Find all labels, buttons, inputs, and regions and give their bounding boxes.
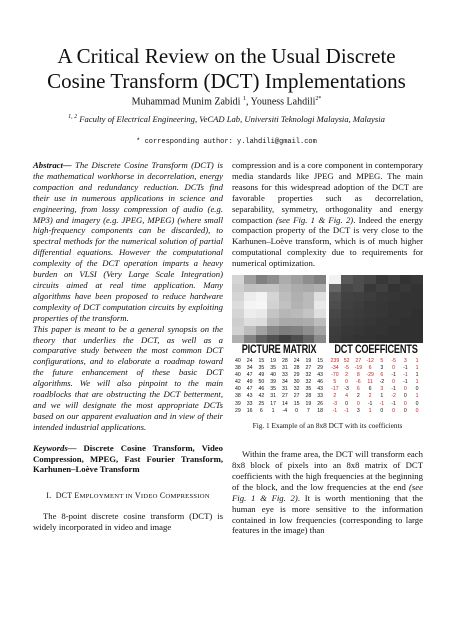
coefficient-cell (341, 326, 353, 335)
coefficient-cell (341, 284, 353, 293)
coefficient-value: 6 (356, 386, 360, 393)
coefficient-cell (353, 284, 365, 293)
pixel-cell (244, 318, 256, 327)
coefficient-cell (353, 275, 365, 284)
coefficient-value: 4 (345, 393, 349, 400)
pixel-value: 15 (317, 357, 324, 364)
pixel-value: 50 (258, 379, 265, 386)
coefficient-value: 1 (415, 372, 419, 379)
coefficient-value: 27 (355, 357, 362, 364)
pixel-value: -4 (282, 407, 288, 414)
pixel-cell (303, 301, 315, 310)
coefficient-value: 3 (380, 386, 384, 393)
coefficient-value: 0 (415, 400, 419, 407)
pixel-value: 32 (305, 379, 312, 386)
coefficient-value: -70 (331, 372, 339, 379)
pixel-value: 40 (234, 357, 241, 364)
coefficient-cell (388, 309, 400, 318)
pixel-value: 40 (234, 372, 241, 379)
coefficient-value: 0 (403, 393, 407, 400)
coefficient-value: 239 (330, 357, 340, 364)
coefficient-value: 0 (392, 407, 396, 414)
pixel-value: 43 (317, 372, 324, 379)
coefficient-cell (341, 309, 353, 318)
pixel-cell (314, 292, 326, 301)
left-column (33, 160, 223, 533)
coefficient-value: 0 (392, 379, 396, 386)
pixel-cell (256, 326, 268, 335)
coefficient-value: 1 (415, 357, 419, 364)
coefficient-cell (411, 292, 423, 301)
pixel-cell (279, 275, 291, 284)
coefficient-value: 2 (356, 393, 360, 400)
coefficient-cell (376, 284, 388, 293)
coefficient-value: -1 (403, 365, 408, 372)
coefficient-cell (400, 309, 412, 318)
coefficient-cell (353, 301, 365, 310)
pixel-cell (256, 292, 268, 301)
pixel-value: 18 (317, 407, 324, 414)
pixel-value: 19 (270, 357, 277, 364)
coefficient-cell (400, 326, 412, 335)
title-line-1: A Critical Review on the Usual Discrete (57, 44, 396, 68)
pixel-value: 35 (305, 386, 312, 393)
pixel-value: 27 (293, 393, 300, 400)
picture-matrix-image (232, 275, 326, 343)
coefficient-value: -6 (356, 379, 361, 386)
coefficient-value: 0 (403, 400, 407, 407)
coefficient-value: 6 (368, 386, 372, 393)
corresponding-email: * corresponding author: y.lahdili@gmail.com (136, 138, 317, 146)
pixel-value: 24 (293, 357, 300, 364)
coefficient-cell (400, 284, 412, 293)
pixel-cell (244, 326, 256, 335)
coefficient-cell (329, 284, 341, 293)
coefficient-cell (341, 318, 353, 327)
pixel-cell (303, 318, 315, 327)
coefficient-value: 5 (380, 357, 384, 364)
coefficient-value: -19 (354, 365, 363, 372)
title-line-2: Cosine Transform (DCT) Implementations (47, 69, 406, 93)
coefficient-value: 0 (380, 407, 384, 414)
coefficient-cell (376, 301, 388, 310)
dct-coefficients-panel (329, 275, 423, 415)
pixel-value: 49 (258, 372, 265, 379)
pixel-value: 15 (258, 357, 265, 364)
section-title-part: C (157, 491, 166, 501)
coefficient-cell (376, 275, 388, 284)
pixel-value: 1 (271, 407, 275, 414)
coefficient-cell (329, 275, 341, 284)
coefficient-cell (400, 301, 412, 310)
pixel-cell (244, 309, 256, 318)
pixel-value: 32 (305, 372, 312, 379)
pixel-cell (314, 326, 326, 335)
coefficient-value: -1 (391, 372, 396, 379)
pixel-value: 43 (246, 393, 253, 400)
coefficient-cell (364, 301, 376, 310)
pixel-value: 33 (317, 393, 324, 400)
coefficient-value: 1 (415, 379, 419, 386)
coefficient-cell (411, 309, 423, 318)
coefficient-cell (364, 292, 376, 301)
coefficient-cell (376, 309, 388, 318)
pixel-cell (279, 284, 291, 293)
coefficient-value: 0 (345, 379, 349, 386)
figure-1 (232, 275, 423, 445)
pixel-cell (232, 318, 244, 327)
author-1-sup: 1 (242, 96, 246, 102)
pixel-value: 46 (317, 379, 324, 386)
pixel-value: 42 (234, 379, 241, 386)
figure-reference: (see Fig. 1 & Fig. 2) (232, 481, 423, 503)
pixel-value: 24 (246, 357, 253, 364)
coefficient-value: 3 (380, 365, 384, 372)
keywords-text: — Discrete Cosine Transform, Video Compression, MPEG, Fast Fourier Transform, Karhunen–Loève Transform (33, 442, 223, 475)
coefficient-cell (329, 292, 341, 301)
pixel-cell (267, 318, 279, 327)
pixel-cell (303, 326, 315, 335)
coefficient-cell (388, 275, 400, 284)
coefficient-value: -2 (391, 393, 396, 400)
pixel-cell (279, 326, 291, 335)
coefficient-value: 0 (403, 407, 407, 414)
coefficient-value: 1 (415, 393, 419, 400)
coefficient-cell (411, 284, 423, 293)
coefficient-value: -12 (366, 357, 374, 364)
coefficient-cell (388, 284, 400, 293)
pixel-cell (303, 292, 315, 301)
pixel-value: 31 (270, 393, 277, 400)
coefficient-cell (376, 292, 388, 301)
section-number: I. (46, 491, 52, 501)
coefficient-cell (341, 292, 353, 301)
pixel-cell (244, 275, 256, 284)
coefficient-cell (400, 318, 412, 327)
coefficient-value: 0 (415, 386, 419, 393)
pixel-value: 0 (295, 407, 299, 414)
pixel-value: 35 (258, 365, 265, 372)
coefficient-value: 5 (333, 379, 337, 386)
pixel-value: 43 (317, 386, 324, 393)
paper-title (0, 44, 453, 94)
coefficient-value: 0 (403, 386, 407, 393)
coefficient-cell (364, 275, 376, 284)
pixel-value: 6 (259, 407, 263, 414)
coefficient-cell (329, 309, 341, 318)
coefficient-cell (364, 309, 376, 318)
pixel-value: 28 (305, 393, 312, 400)
pixel-cell (314, 284, 326, 293)
coefficient-value: 8 (356, 372, 360, 379)
coefficient-cell (376, 326, 388, 335)
pixel-cell (244, 292, 256, 301)
coefficient-cell (341, 301, 353, 310)
coefficient-value: 0 (415, 407, 419, 414)
coefficient-value: -5 (391, 357, 396, 364)
pixel-cell (267, 326, 279, 335)
pixel-cell (303, 275, 315, 284)
coefficient-value: 0 (356, 400, 360, 407)
coefficient-value: -3 (344, 386, 349, 393)
section-title-part: MPLOYMENT IN (79, 493, 133, 501)
pixel-value: 19 (305, 400, 312, 407)
coefficient-value: -1 (367, 400, 373, 407)
coefficient-cell (353, 309, 365, 318)
pixel-cell (291, 309, 303, 318)
pixel-cell (291, 275, 303, 284)
coefficient-cell (388, 301, 400, 310)
pixel-cell (279, 301, 291, 310)
pixel-value: 32 (293, 386, 300, 393)
pixel-value: 39 (234, 400, 241, 407)
coefficient-cell (400, 292, 412, 301)
author-1: Muhammad Munim Zabidi (131, 96, 241, 108)
coefficient-cell (329, 301, 341, 310)
pixel-cell (267, 292, 279, 301)
pixel-value: 31 (281, 386, 288, 393)
coefficient-cell (353, 326, 365, 335)
abstract-label: Abstract— (33, 160, 72, 170)
pixel-value: 30 (293, 379, 300, 386)
pixel-cell (256, 309, 268, 318)
coefficient-cell (411, 318, 423, 327)
pixel-value: 34 (246, 365, 253, 372)
pixel-value: 15 (293, 400, 300, 407)
coefficient-cell (364, 318, 376, 327)
coefficient-cell (388, 326, 400, 335)
affiliation: Faculty of Electrical Engineering, VeCAD Lab, Universiti Teknologi Malaysia, Malaysia (77, 114, 385, 124)
pixel-value: 26 (317, 400, 324, 407)
pixel-value: 40 (234, 386, 241, 393)
section-title-part: IDEO (140, 493, 158, 501)
text-run: compression and is a core component in contemporary media standards like JPEG and MPEG. The main reasons for this widespread adoption of the DCT are favorable properties such as decorrelation, separability, symmetry, orthogonality and energy compaction (232, 160, 423, 225)
pixel-value: 25 (258, 400, 265, 407)
pixel-cell (303, 309, 315, 318)
pixel-cell (256, 275, 268, 284)
pixel-value: 27 (305, 365, 312, 372)
pixel-value: 29 (234, 407, 241, 414)
pixel-cell (291, 318, 303, 327)
text-run: . It is worth mentioning that the human eye is more sensitive to the information contained in low frequencies (corresponding to large features in the image) than (232, 492, 423, 536)
pixel-cell (232, 301, 244, 310)
pixel-value: 7 (306, 407, 310, 414)
section-heading-1 (33, 491, 223, 503)
abstract-paragraph-2: This paper is meant to be a general synopsis on the theory that underlies the DCT, as well as a comparative study between the most common DCT configurations, and to elaborate a roadmap toward the future enhancement of these basic DCT algorithms. We will also pinpoint to the main roadblocks that are obstructing the DCT betterment, and we will designate the most appropriate DCTs based on our apparent evaluation and in view of their intended industrial applications. (33, 323, 223, 432)
pixel-cell (291, 284, 303, 293)
coefficient-value: 2 (368, 393, 372, 400)
coefficient-value: -1 (403, 379, 408, 386)
dct-coefficients-image (329, 275, 423, 343)
pixel-value: 16 (246, 407, 253, 414)
coefficient-cell (400, 275, 412, 284)
pixel-value: 35 (270, 365, 277, 372)
pixel-value: 17 (270, 400, 277, 407)
coefficient-cell (388, 318, 400, 327)
keywords (33, 443, 223, 476)
pixel-value: 28 (281, 357, 288, 364)
coefficient-value: -3 (332, 400, 338, 407)
pixel-cell (279, 309, 291, 318)
coefficient-value: 11 (367, 379, 373, 386)
section-title-part: DCT E (55, 491, 80, 501)
pixel-value: 28 (293, 365, 300, 372)
author-2-sup: 2* (315, 96, 322, 102)
pixel-cell (279, 292, 291, 301)
pixel-cell (279, 318, 291, 327)
coefficient-cell (411, 326, 423, 335)
author-line (0, 96, 453, 107)
coefficient-value: -2 (379, 379, 385, 386)
coefficient-cell (364, 284, 376, 293)
section-title-part: V (132, 491, 141, 501)
pixel-value: 49 (246, 379, 253, 386)
pixel-value: 46 (258, 386, 265, 393)
pixel-value: 33 (281, 372, 288, 379)
coefficient-value: 2 (345, 372, 349, 379)
coefficient-value: -5 (344, 365, 349, 372)
coefficient-value: 52 (343, 357, 350, 364)
text-run: . Indeed the energy compaction property of the DCT is very close to the Karhunen–Loève transform, which is of much higher computational complexity due to requirements for numerical optimization. (232, 214, 424, 269)
pixel-cell (291, 292, 303, 301)
pixel-value: 27 (281, 393, 288, 400)
pixel-cell (232, 275, 244, 284)
pixel-value: 38 (234, 393, 241, 400)
coefficient-value: -34 (331, 365, 339, 372)
coefficient-value: 0 (345, 400, 349, 407)
pixel-value: 40 (270, 372, 277, 379)
pixel-value: 35 (270, 386, 277, 393)
picture-matrix-panel (232, 275, 326, 415)
picture-matrix-values (232, 358, 326, 415)
keywords-label: Keywords (33, 442, 68, 453)
pixel-cell (256, 318, 268, 327)
coefficient-value: 3 (356, 407, 360, 414)
coefficient-value: -29 (366, 372, 374, 379)
coefficient-cell (376, 318, 388, 327)
coefficient-value: -1 (403, 372, 408, 379)
pixel-value: 39 (270, 379, 277, 386)
pixel-value: 34 (281, 379, 288, 386)
section-1-paragraph-1: The 8-point discrete cosine transform (DCT) is widely incorporated in video and image (33, 511, 223, 533)
pixel-cell (314, 318, 326, 327)
pixel-cell (314, 309, 326, 318)
coefficient-cell (353, 292, 365, 301)
coefficient-cell (353, 318, 365, 327)
pixel-cell (303, 284, 315, 293)
dct-coefficients-label: DCT COEFFICENTS (334, 342, 418, 356)
text-run: Within the frame area, the DCT will transform each 8x8 block of pixels into an 8x8 matrix of DCT coefficients with the high frequencies at the beginning of the block, and the low frequencies at the end (232, 449, 423, 492)
coefficient-value: 6 (368, 365, 372, 372)
coefficient-cell (341, 275, 353, 284)
coefficient-value: -1 (344, 407, 349, 414)
pixel-value: 14 (281, 400, 288, 407)
coefficient-value: 2 (333, 393, 337, 400)
pixel-cell (314, 301, 326, 310)
pixel-cell (232, 284, 244, 293)
figure-reference: (see Fig. 1 & Fig. 2) (275, 214, 354, 225)
coefficient-cell (329, 318, 341, 327)
pixel-cell (267, 301, 279, 310)
pixel-cell (314, 275, 326, 284)
pixel-value: 19 (305, 357, 312, 364)
pixel-cell (291, 301, 303, 310)
pixel-cell (232, 309, 244, 318)
pixel-cell (244, 301, 256, 310)
pixel-cell (256, 301, 268, 310)
pixel-cell (267, 309, 279, 318)
pixel-cell (256, 284, 268, 293)
right-paragraph-2 (232, 449, 423, 536)
abstract (33, 160, 223, 324)
coefficient-value: -17 (331, 386, 339, 393)
coefficient-value: -1 (332, 407, 338, 414)
right-column (232, 160, 423, 536)
coefficient-cell (329, 326, 341, 335)
pixel-cell (267, 275, 279, 284)
pixel-value: 33 (246, 400, 253, 407)
coefficient-value: 0 (392, 365, 396, 372)
pixel-value: 47 (246, 372, 253, 379)
pixel-cell (232, 292, 244, 301)
coefficient-value: -1 (391, 386, 396, 393)
figure-caption: Fig. 1 Example of an 8x8 DCT with its coefficients (252, 421, 403, 431)
coefficient-value: 3 (403, 357, 407, 364)
picture-matrix-label: PICTURE MATRIX (241, 342, 317, 356)
coefficient-value: 1 (368, 407, 372, 414)
coefficient-cell (364, 326, 376, 335)
pixel-value: 31 (281, 365, 288, 372)
pixel-value: 42 (258, 393, 265, 400)
section-title-part: OMPRESSION (165, 493, 210, 501)
coefficient-cell (411, 301, 423, 310)
pixel-cell (291, 326, 303, 335)
pixel-value: 29 (317, 365, 324, 372)
pixel-cell (232, 326, 244, 335)
coefficient-cell (388, 292, 400, 301)
coefficient-value: -1 (379, 400, 385, 407)
pixel-value: 29 (293, 372, 300, 379)
coefficient-value: 1 (415, 365, 419, 372)
abstract-paragraph-1: The Discrete Cosine Transform (DCT) is the mathematical workhorse in decorrelation, energy compaction and redundancy reduction. DCTs find their use in numerous applications in science and engineering, from lossy compression of audio (e.g. MP3) and imagery (e.g. JPEG, MPEG) (where small high-frequency components can be discarded), to spectral methods for the numerical solution of partial differential equations. However the computational complexity of the DCT operation imparts a heavy burden on VLSI (Very Large Scale Integration) circuits aimed at real time application. Many algorithms have been proposed to reduce hardware complexity of DCT computation circuits by exploiting properties of the transform. (33, 160, 223, 323)
coefficient-cell (411, 275, 423, 284)
affiliation-line (0, 114, 453, 124)
pixel-cell (267, 284, 279, 293)
right-paragraph-1 (232, 160, 423, 269)
author-separator: , Youness Lahdili (245, 96, 316, 108)
pixel-value: 38 (234, 365, 241, 372)
affiliation-sup: 1, 2 (68, 114, 78, 121)
coefficient-value: 1 (380, 393, 384, 400)
coefficient-value: -1 (391, 400, 396, 407)
dct-coefficients-values (329, 358, 423, 415)
pixel-value: 47 (246, 386, 253, 393)
coefficient-value: 6 (380, 372, 384, 379)
pixel-cell (244, 284, 256, 293)
